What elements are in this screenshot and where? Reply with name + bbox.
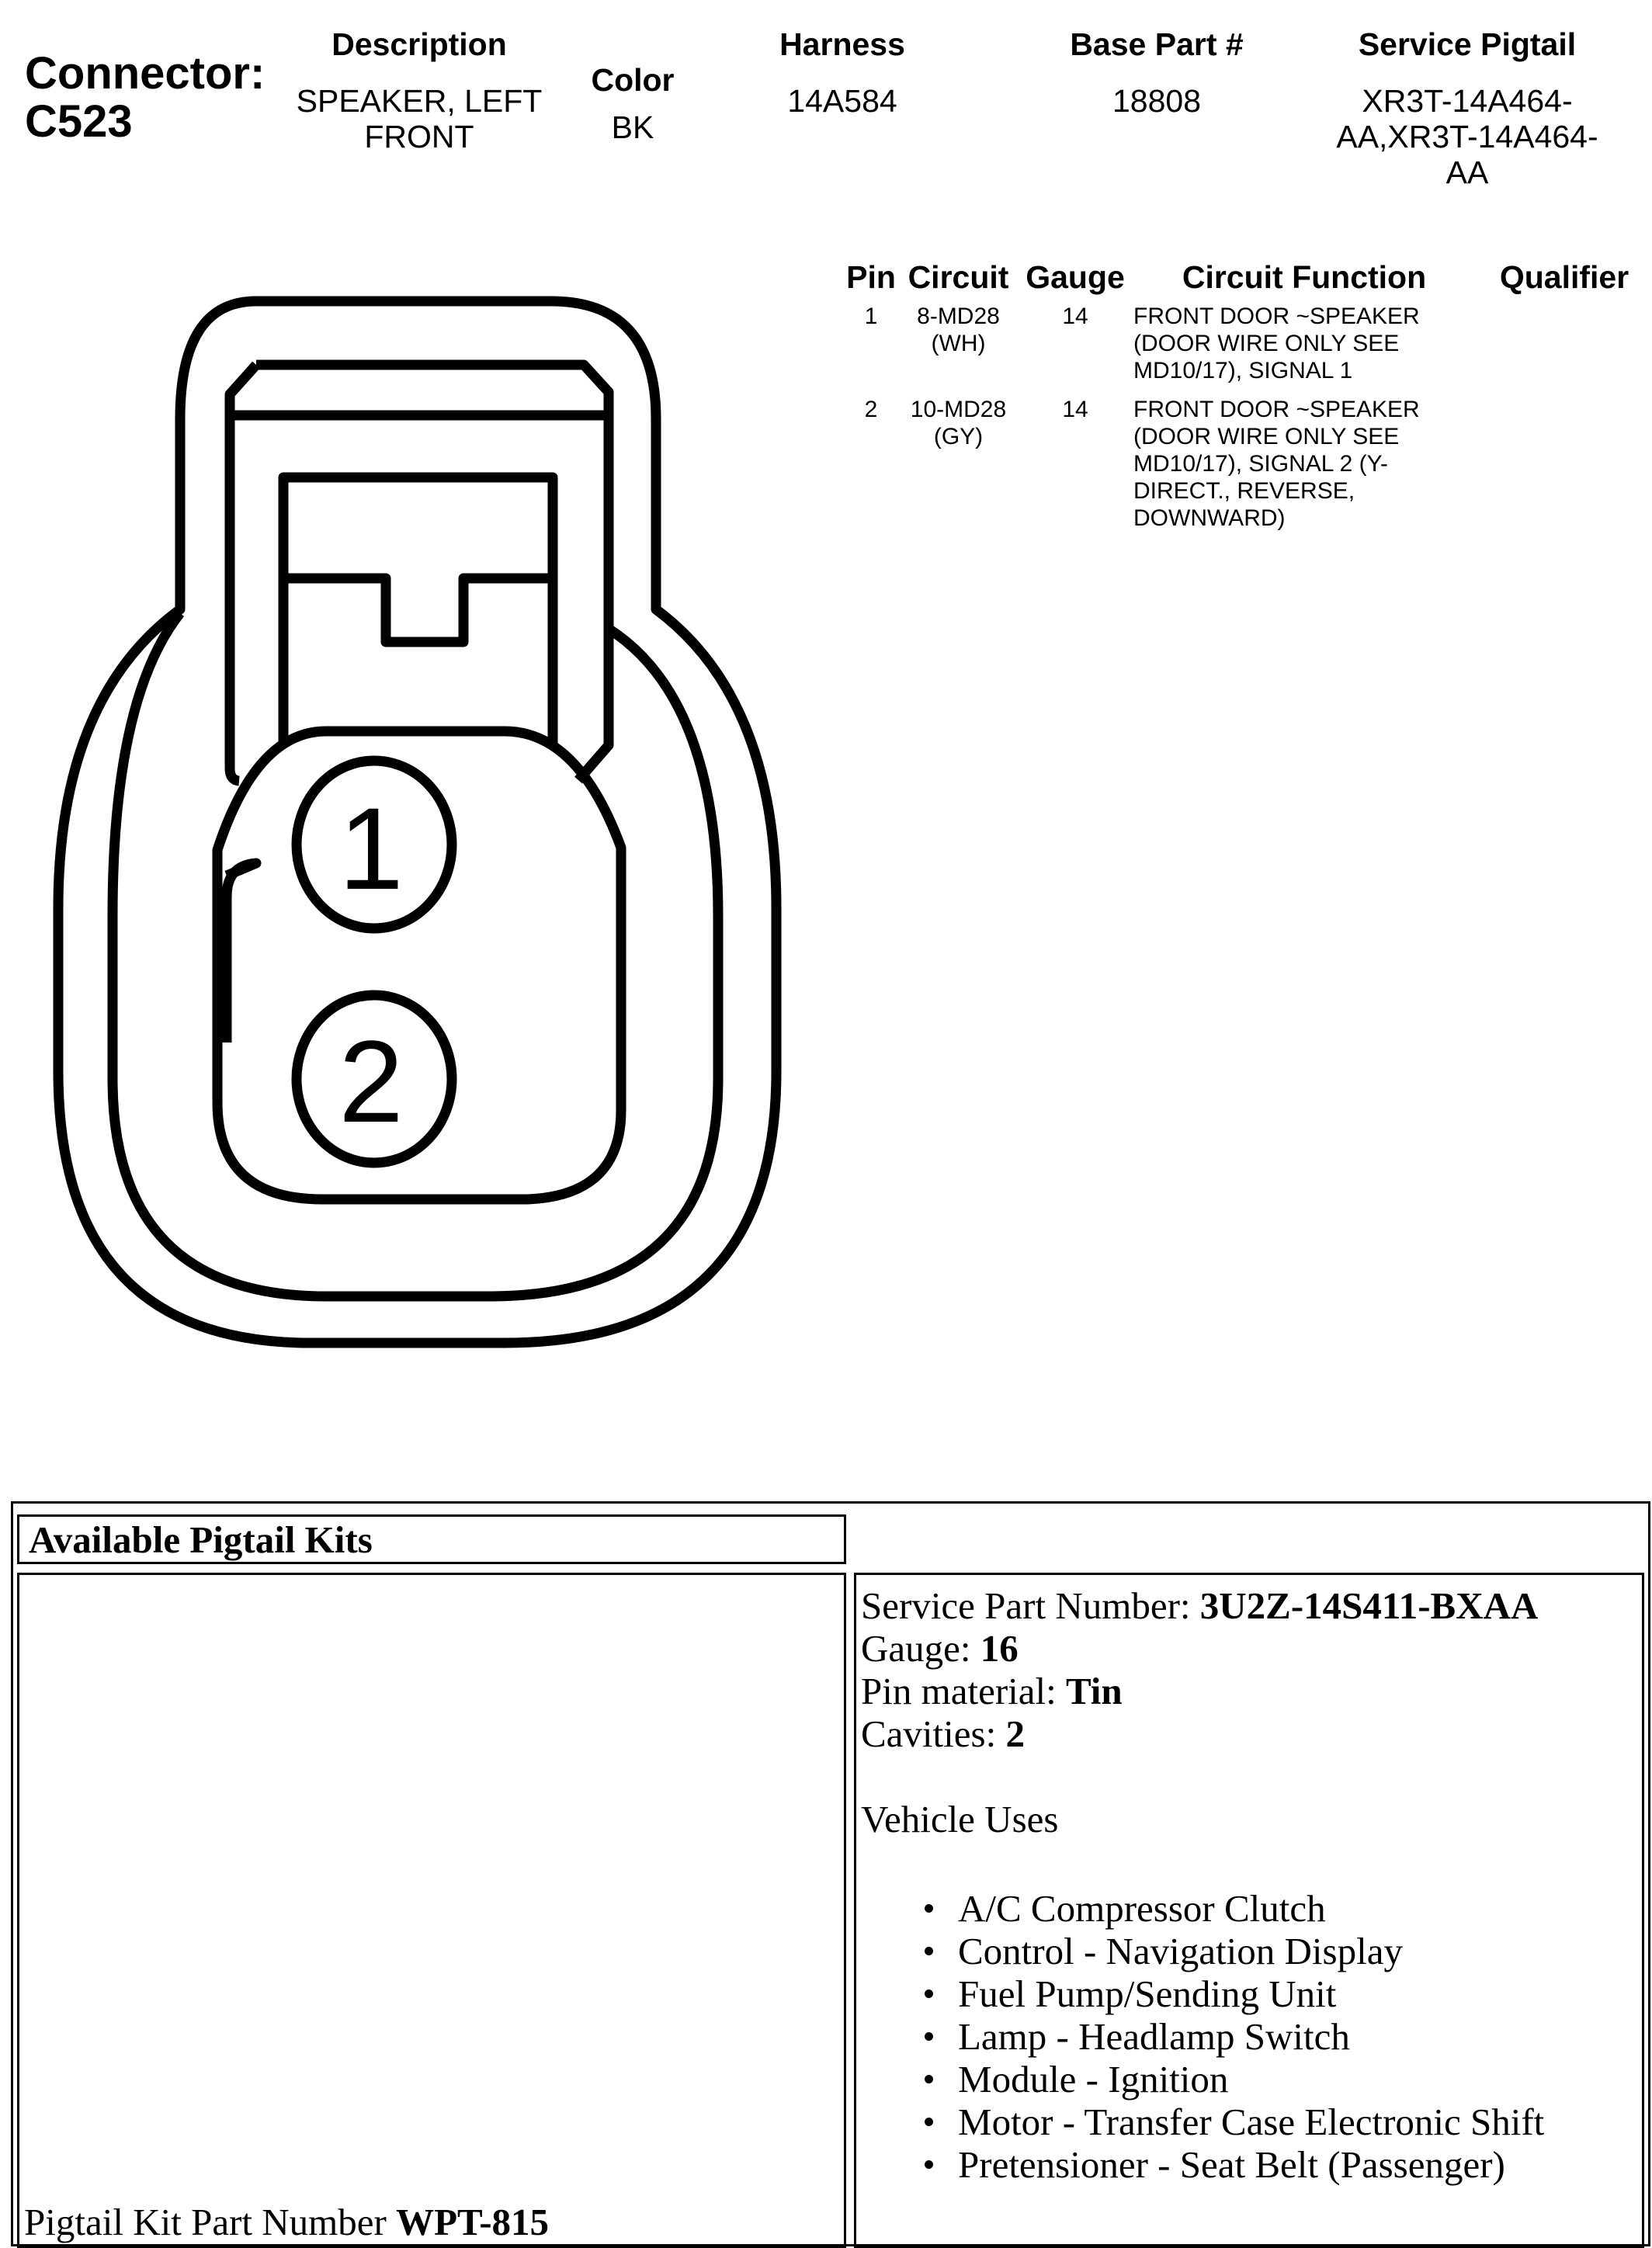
circuit-line: (WH) — [931, 331, 986, 356]
circuit-line: (GY) — [933, 424, 984, 449]
function-line: (DOOR WIRE ONLY SEE — [1133, 424, 1400, 449]
table-row-1-function — [1133, 303, 1475, 384]
connector-label: Connector: — [25, 48, 266, 99]
base-part-value: 18808 — [1112, 83, 1201, 119]
connector-outer-housing — [58, 301, 776, 1343]
service-pigtail-line: AA,XR3T-14A464- — [1336, 119, 1598, 154]
service-pigtail-line: XR3T-14A464- — [1362, 83, 1573, 119]
list-item: Fuel Pump/Sending Unit — [861, 1972, 1637, 2015]
qualifier-header: Qualifier — [1499, 259, 1629, 295]
circuit-line: 8-MD28 — [917, 304, 1000, 329]
description-line: FRONT — [364, 119, 474, 154]
circuit-header: Circuit — [908, 259, 1009, 295]
connector-pin-cavity — [217, 731, 621, 1199]
connector-id: C523 — [25, 96, 133, 147]
list-item: A/C Compressor Clutch — [861, 1887, 1637, 1930]
gauge-value: 16 — [980, 1627, 1019, 1670]
list-item: Pretensioner - Seat Belt (Passenger) — [861, 2143, 1637, 2186]
description-column — [279, 26, 559, 154]
table-row-1-pin: 1 — [864, 304, 878, 329]
connector-latch-inner — [283, 477, 553, 743]
cavities-label: Cavities: — [861, 1712, 1006, 1755]
list-item: Module - Ignition — [861, 2058, 1637, 2101]
pin-material-label: Pin material: — [861, 1670, 1066, 1712]
list-item: Motor - Transfer Case Electronic Shift — [861, 2101, 1637, 2143]
function-line: FRONT DOOR ~SPEAKER — [1133, 304, 1420, 329]
table-row-2-circuit — [902, 396, 1015, 450]
pigtail-kit-part-label: Pigtail Kit Part Number — [24, 2201, 397, 2243]
color-column — [574, 62, 691, 145]
function-line: DOWNWARD) — [1133, 505, 1286, 531]
service-pigtail-column — [1304, 26, 1630, 190]
service-pigtail-line: AA — [1446, 154, 1489, 190]
color-value: BK — [611, 109, 654, 145]
color-label: Color — [591, 62, 675, 98]
pin-material-value: Tin — [1066, 1670, 1123, 1712]
gauge-row — [861, 1627, 1637, 1670]
table-row-2-function — [1133, 396, 1475, 532]
table-row-2-gauge: 14 — [1062, 397, 1088, 422]
cavities-value: 2 — [1005, 1712, 1025, 1755]
harness-label: Harness — [779, 26, 905, 62]
connector-face-diagram — [0, 264, 807, 1366]
table-row-1-gauge: 14 — [1062, 304, 1088, 329]
pigtail-kits-title: Available Pigtail Kits — [29, 1518, 373, 1561]
service-pigtail-label: Service Pigtail — [1358, 26, 1577, 62]
function-line: FRONT DOOR ~SPEAKER — [1133, 397, 1420, 422]
pigtail-kit-details-cell — [854, 1573, 1644, 2248]
function-header: Circuit Function — [1182, 259, 1427, 295]
pin-2-label: 2 — [338, 1016, 404, 1147]
circuit-line: 10-MD28 — [910, 397, 1007, 422]
pigtail-kits-title-cell — [17, 1514, 846, 1564]
table-row-2-pin: 2 — [864, 397, 878, 422]
service-pigtail-value — [1304, 83, 1630, 190]
cavities-row — [861, 1712, 1637, 1755]
pigtail-kit-part — [24, 2201, 549, 2243]
description-value — [279, 83, 559, 154]
base-part-column — [1040, 26, 1273, 119]
description-line: SPEAKER, LEFT — [296, 83, 543, 119]
gauge-label: Gauge: — [861, 1627, 980, 1670]
function-line: MD10/17), SIGNAL 2 (Y- — [1133, 451, 1388, 477]
base-part-label: Base Part # — [1070, 26, 1244, 62]
gauge-header: Gauge — [1026, 259, 1125, 295]
service-part-label: Service Part Number: — [861, 1584, 1200, 1627]
pigtail-kit-part-number: WPT-815 — [396, 2201, 550, 2243]
connector-inner-housing — [113, 613, 718, 1296]
vehicle-uses-list — [861, 1887, 1637, 2186]
description-label: Description — [331, 26, 507, 62]
list-item: Lamp - Headlamp Switch — [861, 2015, 1637, 2058]
service-part-number: 3U2Z-14S411-BXAA — [1199, 1584, 1539, 1627]
service-part-row — [861, 1584, 1637, 1627]
function-line: (DOOR WIRE ONLY SEE — [1133, 331, 1400, 356]
function-line: DIRECT., REVERSE, — [1133, 478, 1355, 504]
table-row-1-circuit — [902, 303, 1015, 357]
pigtail-kit-details — [861, 1584, 1637, 2186]
pigtail-kit-left-cell — [17, 1573, 846, 2248]
vehicle-uses-label: Vehicle Uses — [861, 1798, 1059, 1840]
pin-1-label: 1 — [338, 783, 404, 914]
pin-header: Pin — [846, 259, 896, 295]
list-item: Control - Navigation Display — [861, 1930, 1637, 1972]
harness-column — [745, 26, 939, 119]
harness-value: 14A584 — [787, 83, 897, 119]
connector-latch-key — [283, 578, 553, 642]
connector-label-group — [25, 50, 265, 146]
pin-material-row — [861, 1670, 1637, 1712]
function-line: MD10/17), SIGNAL 1 — [1133, 358, 1353, 383]
